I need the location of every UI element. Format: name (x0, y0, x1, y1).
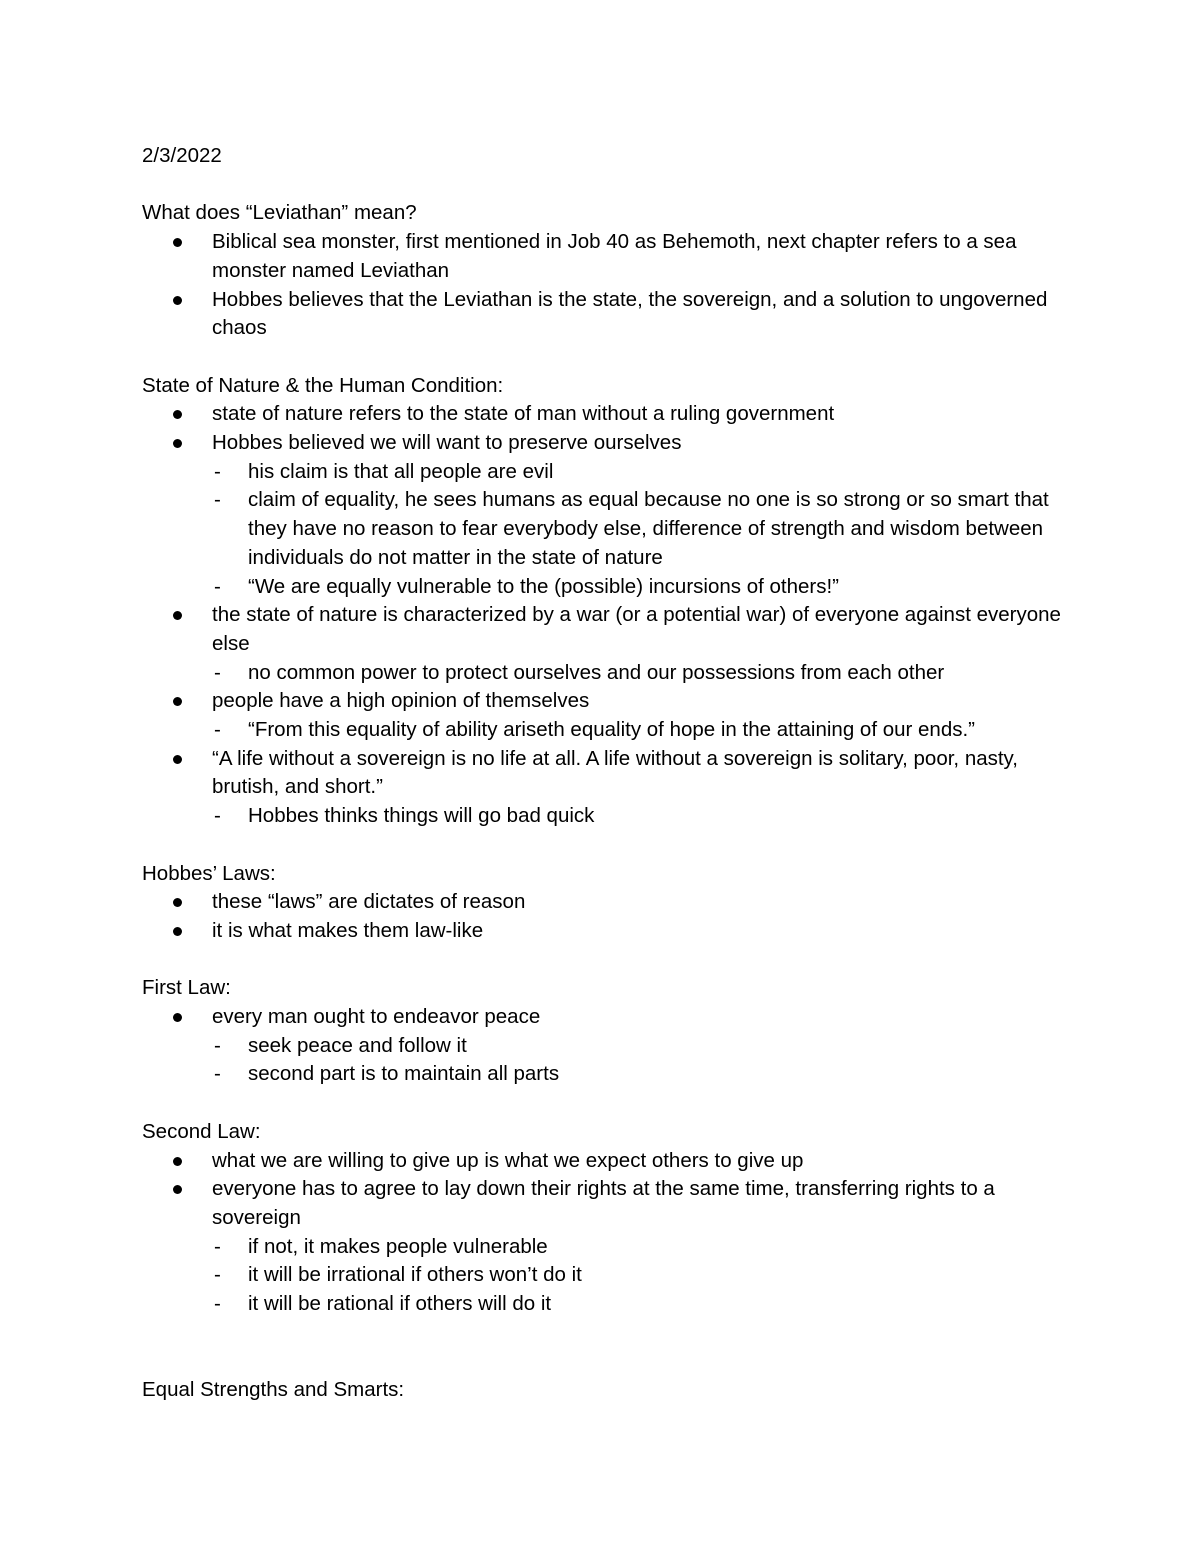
bullet-text: state of nature refers to the state of man without a ruling government (212, 402, 835, 426)
bullet-text: every man ought to endeavor peace (212, 1005, 541, 1029)
dash-icon: - (214, 488, 221, 512)
dash-list (212, 458, 1062, 602)
bullet-text: people have a high opinion of themselves (212, 689, 590, 713)
dash-text: “From this equality of ability ariseth equality of hope in the attaining of our ends.” (248, 718, 976, 742)
dash-text: it will be rational if others will do it (248, 1292, 552, 1316)
bullet-dot-icon (173, 611, 182, 620)
bullet-dot-icon (173, 1013, 182, 1022)
bullet-dot-icon (173, 898, 182, 907)
dash-icon: - (214, 718, 221, 742)
dash-icon: - (214, 1292, 221, 1316)
dash-item (212, 1032, 1062, 1061)
section-heading: Second Law: (142, 1119, 261, 1143)
dash-text: seek peace and follow it (248, 1033, 467, 1057)
dash-list (212, 802, 1062, 831)
bullet-text: the state of nature is characterized by a war (or a potential war) of everyone against everyone else (212, 603, 1061, 655)
bullet-item (142, 286, 1062, 343)
dash-icon: - (214, 1033, 221, 1057)
dash-item (212, 659, 1062, 688)
bullet-text: it is what makes them law-like (212, 918, 484, 942)
bullet-dot-icon (173, 1157, 182, 1166)
bullet-text: everyone has to agree to lay down their rights at the same time, transferring rights to a sovereign (212, 1177, 995, 1229)
dash-item (212, 458, 1062, 487)
bullet-dot-icon (173, 1185, 182, 1194)
dash-item (212, 802, 1062, 831)
bullet-item (142, 429, 1062, 601)
bullet-text: Hobbes believes that the Leviathan is the state, the sovereign, and a solution to ungoverned chaos (212, 287, 1048, 340)
dash-text: second part is to maintain all parts (248, 1062, 560, 1086)
note-section (142, 372, 1062, 831)
dash-list (212, 1233, 1062, 1319)
dash-item (212, 1290, 1062, 1319)
dash-text: it will be irrational if others won’t do it (248, 1263, 582, 1287)
dash-text: Hobbes thinks things will go bad quick (248, 804, 595, 828)
note-section (142, 1118, 1062, 1319)
dash-list (212, 1032, 1062, 1089)
note-section (142, 860, 1062, 946)
note-date: 2/3/2022 (142, 144, 222, 167)
dash-item (212, 716, 1062, 745)
bullet-item (142, 1175, 1062, 1319)
bullet-dot-icon (173, 755, 182, 764)
section-heading: State of Nature & the Human Condition: (142, 373, 504, 397)
section-heading: What does “Leviathan” mean? (142, 201, 417, 225)
bullet-text: Biblical sea monster, first mentioned in Job 40 as Behemoth, next chapter refers to a sea monster named Leviathan (212, 230, 1017, 282)
bullet-item (142, 917, 1062, 946)
bullet-text: “A life without a sovereign is no life at all. A life without a sovereign is solitary, poor, nasty, brutish, and short.” (212, 746, 1018, 799)
bullet-list (142, 228, 1062, 343)
dash-icon: - (214, 1263, 221, 1287)
document-body (142, 142, 1062, 1405)
bullet-item (142, 400, 1062, 429)
dash-item (212, 1060, 1062, 1089)
dash-item (212, 486, 1062, 572)
dash-item (212, 1261, 1062, 1290)
bullet-list (142, 1147, 1062, 1319)
dash-item (212, 573, 1062, 602)
dash-list (212, 659, 1062, 688)
bullet-text: what we are willing to give up is what we expect others to give up (212, 1148, 804, 1172)
note-section (142, 1376, 1062, 1405)
bullet-item (142, 601, 1062, 687)
bullet-list (142, 888, 1062, 945)
bullet-list (142, 400, 1062, 831)
bullet-item (142, 745, 1062, 831)
bullet-text: Hobbes believed we will want to preserve ourselves (212, 431, 682, 454)
dash-icon: - (214, 1234, 221, 1258)
section-heading: First Law: (142, 976, 231, 1000)
dash-list (212, 716, 1062, 745)
bullet-item (142, 888, 1062, 917)
dash-icon: - (214, 1062, 221, 1086)
bullet-text: these “laws” are dictates of reason (212, 890, 526, 914)
dash-text: “We are equally vulnerable to the (possible) incursions of others!” (248, 574, 839, 598)
note-sections (142, 199, 1062, 1404)
bullet-item (142, 228, 1062, 285)
bullet-dot-icon (173, 439, 182, 448)
dash-icon: - (214, 660, 221, 684)
dash-icon: - (214, 804, 221, 828)
note-section (142, 974, 1062, 1089)
bullet-dot-icon (173, 296, 182, 305)
bullet-item (142, 1147, 1062, 1176)
dash-icon: - (214, 574, 221, 598)
bullet-dot-icon (173, 927, 182, 936)
bullet-dot-icon (173, 697, 182, 706)
bullet-dot-icon (173, 238, 182, 247)
bullet-item (142, 1003, 1062, 1089)
note-section (142, 199, 1062, 343)
section-heading: Hobbes’ Laws: (142, 861, 276, 885)
bullet-dot-icon (173, 410, 182, 419)
dash-text: if not, it makes people vulnerable (248, 1234, 548, 1258)
dash-item (212, 1233, 1062, 1262)
bullet-item (142, 687, 1062, 744)
bullet-list (142, 1003, 1062, 1089)
dash-text: claim of equality, he sees humans as equal because no one is so strong or so smart that they have no reason to fear everybody else, difference of strength and wisdom between individuals do not matter in the state of nature (248, 488, 1049, 569)
dash-text: no common power to protect ourselves and our possessions from each other (248, 660, 945, 684)
dash-text: his claim is that all people are evil (248, 459, 554, 483)
section-heading: Equal Strengths and Smarts: (142, 1378, 405, 1402)
dash-icon: - (214, 459, 221, 483)
